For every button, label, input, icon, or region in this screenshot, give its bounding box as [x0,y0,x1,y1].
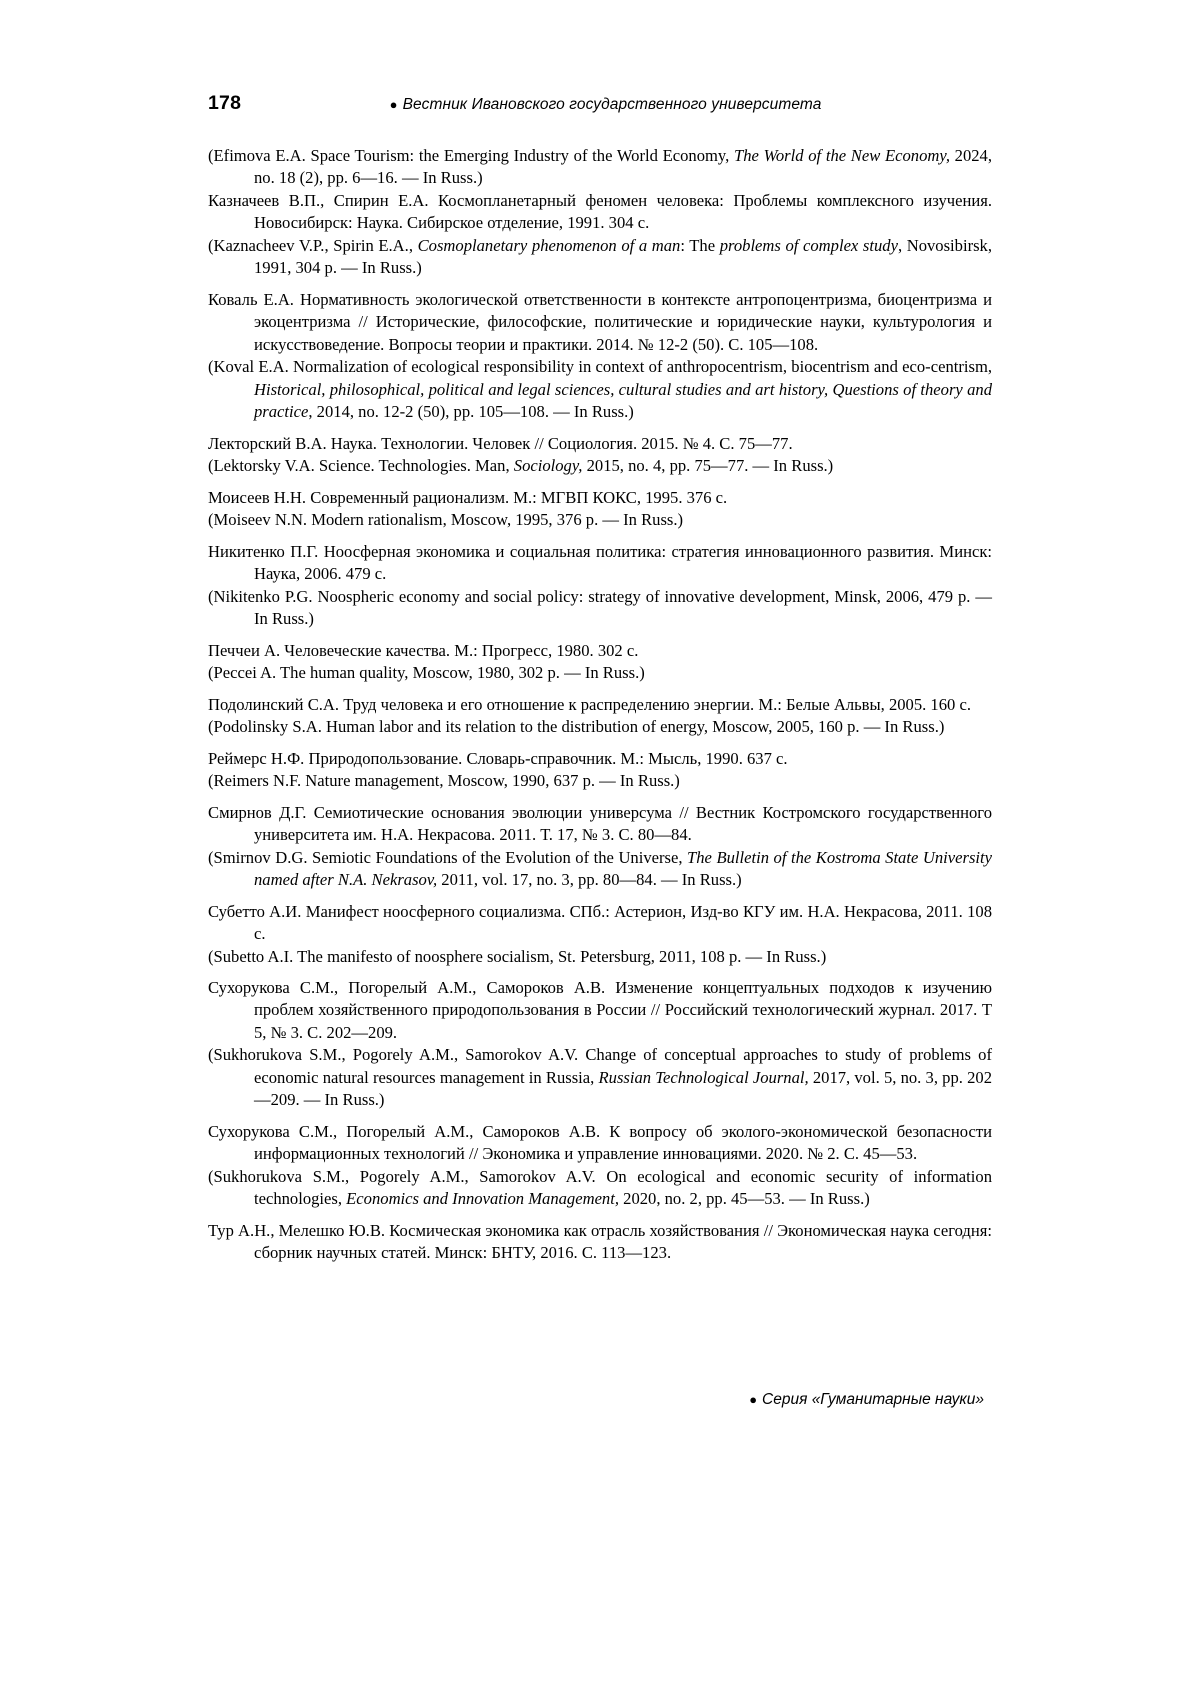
reference-text: : The [680,235,720,255]
reference-text: Сухорукова С.М., Погорелый А.М., Самороков А.В. Изменение концептуальных подходов к изучению проблем хозяйственного природопользования в России // Российский технологический журнал. 2017. Т 5, № 3. С. 202—209. [208,977,992,1042]
running-title-text: Вестник Ивановского государственного университета [402,96,822,113]
reference-title-italic: The World of the New Economy, [733,146,950,165]
reference-text: Лекторский В.А. Наука. Технологии. Человек // Социология. 2015. № 4. С. 75—77. [208,433,793,453]
reference-text: (Sukhorukova S.M., Pogorely A.M., Samorokov A.V. On ecological and economic security of information technologies, [208,1166,992,1209]
reference-entry [208,541,992,586]
reference-text: 2015, no. 4, pp. 75—77. — In Russ.) [582,456,834,476]
reference-entry [208,289,992,356]
reference-text: Казначеев В.П., Спирин Е.А. Космопланетарный феномен человека: Проблемы комплексного изучения. Новосибирск: Наука. Сибирское отделение, 1991. 304 с. [208,190,992,233]
reference-text: 2020, no. 2, pp. 45—53. — In Russ.) [619,1189,870,1209]
running-title [241,96,992,114]
reference-entry [208,190,992,235]
reference-entry [208,1044,992,1111]
reference-text: Смирнов Д.Г. Семиотические основания эволюции универсума // Вестник Костромского государственного университета им. Н.А. Некрасова. 2011. Т. 17, № 3. С. 80—84. [208,802,992,845]
reference-text: , Novosibirsk, 1991, 304 p. — In Russ.) [254,235,993,278]
reference-text: (Reimers N.F. Nature management, Moscow, 1990, 637 p. — In Russ.) [208,771,680,791]
reference-text: (Smirnov D.G. Semiotic Foundations of the Evolution of the Universe, [208,847,688,867]
reference-text: Подолинский С.А. Труд человека и его отношение к распределению энергии. М.: Белые Альвы, 2005. 160 с. [208,694,971,714]
reference-entry [208,356,992,423]
series-label: Серия «Гуманитарные науки» [762,1391,984,1408]
reference-entry [208,946,992,968]
reference-title-italic: Russian Technological Journal, [598,1067,809,1087]
reference-title-italic: problems of complex study [719,235,898,255]
reference-text: Сухорукова С.М., Погорелый А.М., Самороков А.В. К вопросу об эколого-экономической безопасности информационных технологий // Экономика и управление инновациями. 2020. № 2. С. 45—53. [208,1121,992,1164]
reference-text: Субетто А.И. Манифест ноосферного социализма. СПб.: Астерион, Изд-во КГУ им. Н.А. Некрасова, 2011. 108 с. [208,901,992,944]
reference-text: (Lektorsky V.A. Science. Technologies. Man, [208,456,514,476]
reference-text: Коваль Е.А. Нормативность экологической ответственности в контексте антропоцентризма, биоцентризма и экоцентризма // Исторические, философские, политические и юридические науки, культурология и искусствоведение. Вопросы теории и практики. 2014. № 12-2 (50). С. 105—108. [208,289,992,354]
reference-entry [208,901,992,946]
reference-entry [208,235,992,280]
page-footer [208,1391,992,1409]
reference-text: (Podolinsky S.A. Human labor and its relation to the distribution of energy, Moscow, 2005, 160 p. — In Russ.) [208,717,945,737]
reference-text: (Nikitenko P.G. Noospheric economy and social policy: strategy of innovative development, Minsk, 2006, 479 p. — In Russ.) [208,586,992,629]
reference-text: 2017, vol. 5, no. 3, pp. 202—209. — In Russ.) [254,1067,992,1110]
reference-entry [208,509,992,531]
reference-text: (Efimova E.A. Space Tourism: the Emerging Industry of the World Economy, [208,146,734,165]
page-header [208,92,992,115]
reference-entry [208,977,992,1044]
reference-entry [208,802,992,847]
reference-entry [208,770,992,792]
reference-entry [208,716,992,738]
reference-entry [208,586,992,631]
reference-title-italic: Historical, philosophical, political and legal sciences, cultural studies and art history, Questions of theory and practice [254,379,992,422]
reference-entry [208,748,992,770]
reference-text: (Sukhorukova S.M., Pogorely A.M., Samorokov A.V. Change of conceptual approaches to study of problems of economic natural resources management in Russia, [208,1045,992,1087]
reference-text: Моисеев Н.Н. Современный рационализм. М.: МГВП КОКС, 1995. 376 с. [208,487,728,507]
reference-entry [208,1166,992,1211]
reference-text: , 2014, no. 12-2 (50), pp. 105—108. — In Russ.) [308,402,634,422]
reference-entry [208,455,992,477]
reference-text: Никитенко П.Г. Ноосферная экономика и социальная политика: стратегия инновационного развития. Минск: Наука, 2006. 479 с. [208,541,992,584]
reference-text: Реймерс Н.Ф. Природопользование. Словарь-справочник. М.: Мысль, 1990. 637 с. [208,748,788,768]
reference-entry [208,487,992,509]
reference-text: 2011, vol. 17, no. 3, pp. 80—84. — In Russ.) [437,870,742,890]
reference-entry [208,694,992,716]
reference-entry [208,145,992,190]
page-number: 178 [208,92,242,114]
reference-title-italic: Sociology, [513,456,583,476]
bullet-icon: ● [389,97,398,113]
reference-text: (Moiseev N.N. Modern rationalism, Moscow, 1995, 376 p. — In Russ.) [208,510,684,530]
bullet-icon: ● [749,1392,758,1408]
reference-entry [208,433,992,455]
reference-title-italic: Cosmoplanetary phenomenon of a man [417,235,681,255]
reference-text: (Peccei A. The human quality, Moscow, 1980, 302 p. — In Russ.) [208,663,645,683]
reference-entry [208,847,992,892]
reference-title-italic: The Bulletin of the Kostroma State University named after N.A. Nekrasov, [254,847,992,890]
reference-text: (Subetto A.I. The manifesto of noosphere socialism, St. Petersburg, 2011, 108 p. — In Russ.) [208,946,827,966]
reference-text: (Koval E.A. Normalization of ecological responsibility in context of anthropocentrism, biocentrism and eco-centrism, [208,357,992,377]
reference-entry [208,662,992,684]
reference-list [208,145,992,1265]
reference-title-italic: Economics and Innovation Management, [346,1189,619,1209]
reference-text: Печчеи А. Человеческие качества. М.: Прогресс, 1980. 302 с. [208,640,639,660]
reference-entry [208,1121,992,1166]
reference-entry [208,1220,992,1265]
reference-text: (Kaznacheev V.P., Spirin E.A., [208,235,418,255]
reference-text: Тур А.Н., Мелешко Ю.В. Космическая экономика как отрасль хозяйствования // Экономическая наука сегодня: сборник научных статей. Минск: БНТУ, 2016. С. 113—123. [208,1220,992,1263]
reference-entry [208,640,992,662]
reference-text: 2024, no. 18 (2), pp. 6—16. — In Russ.) [254,146,992,188]
